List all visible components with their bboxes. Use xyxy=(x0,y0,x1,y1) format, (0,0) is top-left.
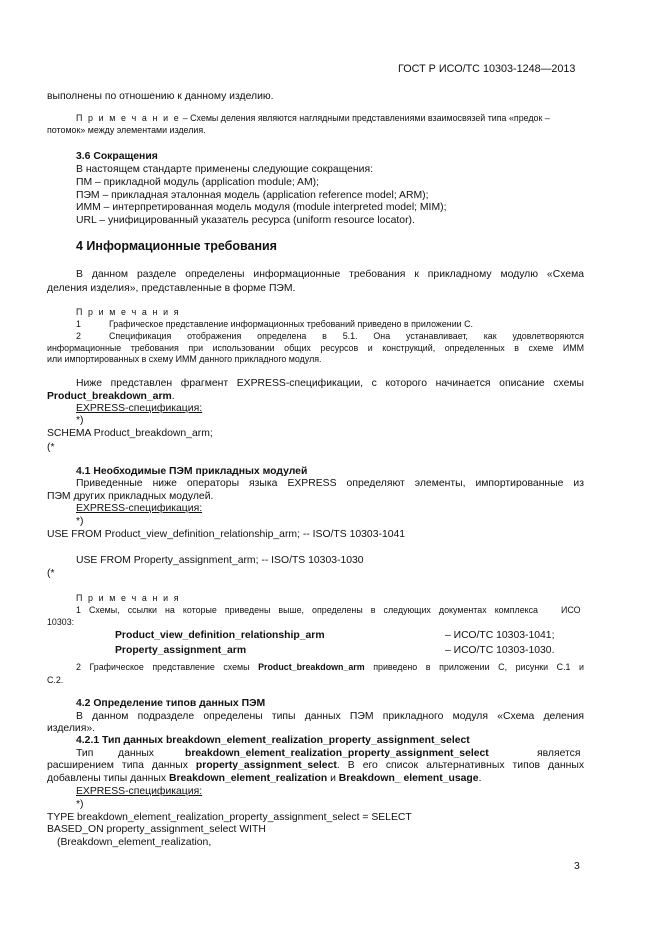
text: и xyxy=(330,773,336,784)
text: добавлены типы данных xyxy=(47,773,167,784)
section-4-2-line1: В данном подразделе определены типы данных ПЭМ прикладного модуля «Схема деления xyxy=(76,711,584,722)
note-text: – Схемы деления являются наглядными представлениями взаимосвязей типа «предок – xyxy=(182,113,550,123)
abbreviation-item xyxy=(76,178,319,188)
section-3-6-intro: В настоящем стандарте применены следующие сокращения: xyxy=(76,164,373,175)
note-top-line1 xyxy=(76,114,550,123)
note-1-line1-end: ИСО xyxy=(561,605,581,615)
code-line: (Breakdown_element_realization, xyxy=(57,837,212,848)
abbreviation-item xyxy=(76,191,428,201)
abbreviation-term: ПЭМ xyxy=(76,190,100,201)
code-line: TYPE breakdown_element_realization_property_assignment_select = SELECT xyxy=(47,812,412,823)
section-heading-4-1: 4.1 Необходимые ПЭМ прикладных модулей xyxy=(76,466,308,477)
section-4-paragraph-line2: деления изделия», представленные в форме ПЭМ. xyxy=(47,283,296,294)
type-name: Breakdown_ element_usage xyxy=(338,773,479,784)
express-label: EXPRESS-спецификация: xyxy=(76,786,203,797)
abbreviation-term: ИММ xyxy=(76,202,101,213)
abbreviation-term: ПМ xyxy=(76,177,93,188)
note-number: 2 xyxy=(76,331,81,341)
section-4-1-line1: Приведенные ниже операторы языка EXPRESS определяют элементы, импортированные из xyxy=(76,478,584,489)
code-open-marker: *) xyxy=(76,415,84,426)
type-def-line3 xyxy=(47,774,481,784)
code-line: USE FROM Product_view_definition_relationship_arm; -- ISO/TS 10303-1041 xyxy=(47,529,406,540)
section-4-2-line2: изделия». xyxy=(47,723,95,734)
section-heading-4: 4 Информационные требования xyxy=(76,239,277,253)
express-intro-line1: Ниже представлен фрагмент EXPRESS-спецификации, с которого начинается описание схемы xyxy=(76,378,584,389)
code-close-marker: (* xyxy=(47,442,55,453)
note-1-line1: 1 Схемы, ссылки на которые приведены выше, определены в следующих документах комплекса xyxy=(76,605,538,615)
abbreviation-term: URL xyxy=(76,215,97,226)
type-name: Breakdown_element_realization xyxy=(168,773,328,784)
text: . В его список альтернативных типов данных xyxy=(336,760,585,771)
note-top-line2: потомок» между элементами изделия. xyxy=(47,125,206,135)
code-close-marker: (* xyxy=(47,568,55,579)
note-1-line2: 10303: xyxy=(47,617,75,627)
note-1-text: Графическое представление информационных требований приведено в приложении С. xyxy=(109,319,473,329)
note-2-line2: С.2. xyxy=(47,675,64,685)
express-intro-line2 xyxy=(47,392,175,402)
schema-reference-doc: – ИСО/ТС 10303-1041; xyxy=(445,630,555,641)
schema-reference-name: Product_view_definition_relationship_arm xyxy=(115,630,325,641)
schema-reference-doc: – ИСО/ТС 10303-1030. xyxy=(445,645,555,656)
abbreviation-definition: – унифицированный указатель ресурса (uniform resource locator). xyxy=(99,215,415,226)
code-line: USE FROM Property_assignment_arm; -- ISO/TS 10303-1030 xyxy=(76,555,364,566)
note-number: 1 xyxy=(76,319,81,329)
note-2-post: приведено в приложении С, рисунки С.1 и xyxy=(373,662,585,672)
note-2-line3: или импортированных в схему ИММ данного прикладного модуля. xyxy=(47,354,322,364)
page-number: 3 xyxy=(574,861,580,872)
express-label: EXPRESS-спецификация: xyxy=(76,503,203,514)
period: . xyxy=(171,391,175,402)
type-name: breakdown_element_realization_property_assignment_select xyxy=(185,748,489,759)
code-line: SCHEMA Product_breakdown_arm; xyxy=(47,428,213,439)
type-def-line2 xyxy=(47,761,584,771)
abbreviation-item xyxy=(76,203,446,213)
abbreviation-definition: – прикладная эталонная модель (application reference model; ARM); xyxy=(102,190,429,201)
section-heading-4-2: 4.2 Определение типов данных ПЭМ xyxy=(76,698,266,709)
note-2-line1 xyxy=(76,663,584,672)
note-2-schema: Product_breakdown_arm xyxy=(258,662,365,672)
abbreviation-item xyxy=(76,216,415,226)
code-open-marker: *) xyxy=(76,516,84,527)
notes-label: П р и м е ч а н и я xyxy=(76,593,181,603)
type-name: property_assignment_select xyxy=(195,760,337,771)
abbreviation-definition: – интерпретированная модель модуля (module interpreted model; MIM); xyxy=(103,202,447,213)
note-2-pre: 2 Графическое представление схемы xyxy=(76,662,250,672)
type-def-line1: Тип xyxy=(76,748,94,759)
type-def-line1: является xyxy=(537,748,581,759)
note-label: П р и м е ч а н и е xyxy=(76,113,181,123)
intro-line: выполнены по отношению к данному изделию. xyxy=(47,91,274,102)
subsection-heading-4-2-1: 4.2.1 Тип данных breakdown_element_realization_property_assignment_select xyxy=(76,735,470,746)
note-2-line1: Спецификация отображения определена в 5.1. Она устанавливает, как удовлетворяются xyxy=(109,331,584,341)
schema-name: Product_breakdown_arm xyxy=(47,391,172,402)
section-4-1-line2: ПЭМ других прикладных модулей. xyxy=(47,491,214,502)
section-heading-3-6: 3.6 Сокращения xyxy=(76,151,158,162)
text: расширением типа данных xyxy=(47,760,188,771)
abbreviation-definition: – прикладной модуль (application module; AM); xyxy=(95,177,319,188)
code-line: BASED_ON property_assignment_select WITH xyxy=(47,824,266,835)
note-2-line2: информационные требования при использовании общих ресурсов и конструкций, определенных в схеме ИММ xyxy=(47,343,584,353)
express-label: EXPRESS-спецификация: xyxy=(76,403,203,414)
schema-reference-name: Property_assignment_arm xyxy=(115,645,247,656)
page-header: ГОСТ Р ИСО/ТС 10303-1248—2013 xyxy=(398,63,576,75)
code-open-marker: *) xyxy=(76,799,84,810)
period: . xyxy=(478,773,482,784)
type-def-line1: данных xyxy=(118,748,154,759)
section-4-paragraph-line1: В данном разделе определены информационные требования к прикладному модулю «Схема xyxy=(76,269,584,280)
notes-label: П р и м е ч а н и я xyxy=(76,307,181,317)
